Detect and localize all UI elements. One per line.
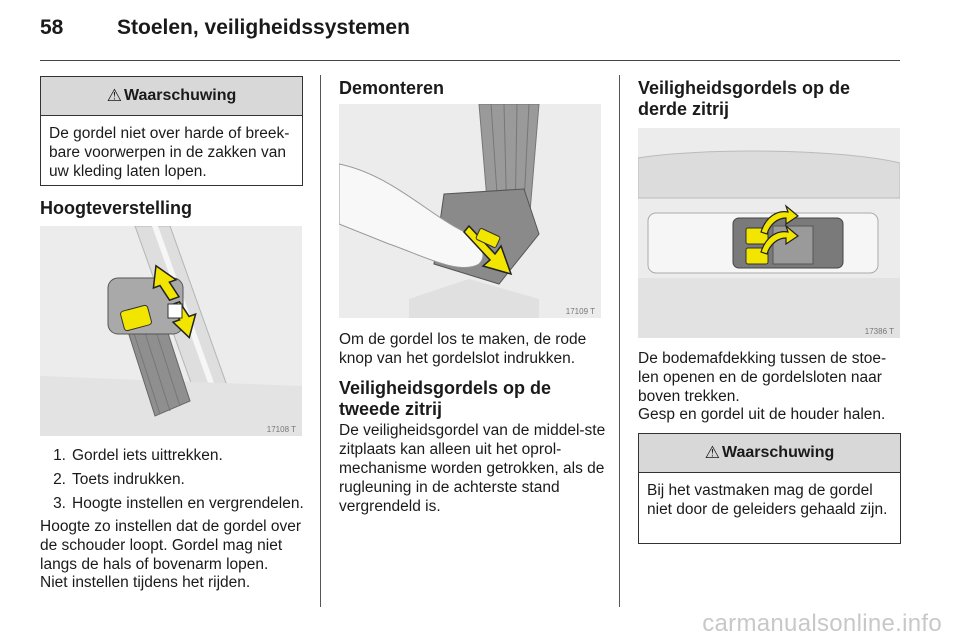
warning-title: Waarschuwing — [721, 444, 835, 461]
figure-code: 17109 T — [565, 307, 595, 316]
warning-triangle-icon: ⚠ — [704, 443, 720, 462]
column-divider — [619, 75, 620, 607]
height-adjust-illustration — [40, 226, 302, 436]
page-header — [0, 0, 960, 62]
header-rule — [40, 60, 900, 61]
third-row-belt-illustration — [638, 128, 900, 338]
warning-triangle-icon: ⚠ — [106, 86, 122, 105]
step-item: 1. Gordel iets uittrekken. — [53, 447, 223, 464]
section-title-remove: Demonteren — [339, 78, 445, 98]
warning-box — [638, 433, 901, 544]
figure-code: 17386 T — [864, 327, 894, 336]
step-item: 2. Toets indrukken. — [53, 471, 185, 488]
column-divider — [320, 75, 321, 607]
warning-header — [639, 434, 900, 473]
step-item: 3. Hoogte instellen en vergrendelen. — [53, 495, 304, 512]
page-number: 58 — [40, 16, 64, 39]
steps-list — [40, 444, 315, 516]
warning-title: Waarschuwing — [123, 87, 237, 104]
figure-code: 17108 T — [266, 425, 296, 434]
height-note: Niet instellen tijdens het rijden. — [40, 574, 251, 591]
warning-text: Bij het vastmaken mag de gordel niet door de geleiders gehaald zijn. — [647, 482, 888, 518]
third-row-paragraph: De bodemafdekking tussen de stoe-len openen en de gordelsloten naar boven trekken. — [638, 350, 887, 405]
page-title: Stoelen, veiligheidssystemen — [117, 16, 410, 39]
section-title-third-row: Veiligheidsgordels op de derde zitrij — [638, 78, 851, 119]
warning-text: De gordel niet over harde of breek-bare voorwerpen in de zakken van uw kleding laten lopen. — [49, 125, 290, 180]
second-row-paragraph: De veiligheidsgordel van de middel-ste zitplaats kan alleen uit het oprol-mechanisme worden getrokken, als de rugleuning in de achterste stand vergrendeld is. — [339, 422, 606, 515]
watermark: carmanualsonline.info — [702, 610, 942, 637]
third-row-note: Gesp en gordel uit de houder halen. — [638, 406, 886, 423]
remove-paragraph: Om de gordel los te maken, de rode knop van het gordelslot indrukken. — [339, 331, 587, 367]
section-title-second-row: Veiligheidsgordels op de tweede zitrij — [339, 378, 552, 419]
section-title-height: Hoogteverstelling — [40, 198, 193, 218]
warning-header — [41, 77, 302, 116]
buckle-release-illustration — [339, 104, 601, 318]
warning-box — [40, 76, 303, 186]
height-paragraph: Hoogte zo instellen dat de gordel over de schouder loopt. Gordel mag niet langs de hals of bovenarm lopen. — [40, 518, 302, 573]
